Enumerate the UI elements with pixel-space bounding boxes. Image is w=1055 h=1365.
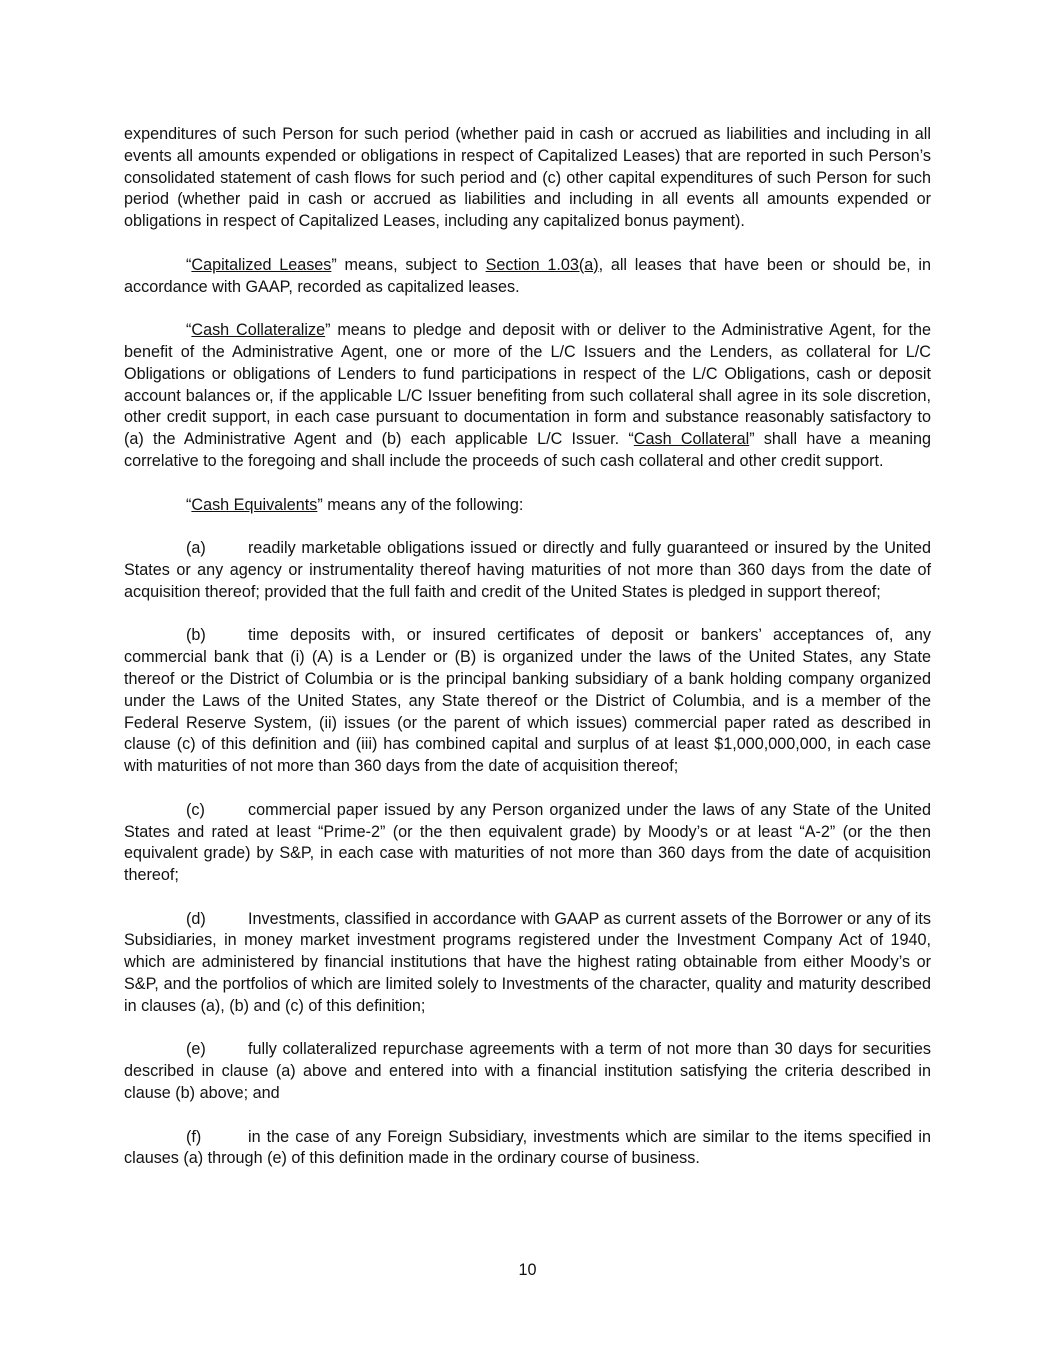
quote-open: “ [186,321,192,340]
list-item [124,538,931,603]
quote-open: “ [186,255,192,274]
list-item [124,1127,931,1171]
item-label: (c) [186,800,205,819]
paragraph-text: expenditures of such Person for such period (whether paid in cash or accrued as liabilities and including in all events all amounts expended or obligations in respect of Capitalized Leases) that are reported in such Person’s consolidated statement of cash flows for such period and (c) other capital expenditures of such Person for such period (whether paid in cash or accrued as liabilities and including in all events all amounts expended or obligations in respect of Capitalized Leases, including any capitalized bonus payment). [124,125,931,231]
item-text: commercial paper issued by any Person organized under the laws of any State of the United States and rated at least “Prime-2” (or the then equivalent grade) by Moody’s or at least “A-2” (or the then equivalent grade) by S&P, in each case with maturities of not more than 360 days from the date of acquisition thereof; [124,800,931,885]
page-number: 10 [518,1261,537,1279]
item-text: Investments, classified in accordance with GAAP as current assets of the Borrower or any of its Subsidiaries, in money market investment programs registered under the Investment Company Act of 1940, which are administered by financial institutions that have the highest rating obtainable from either Moody’s or S&P, and the portfolios of which are limited solely to Investments of the character, quality and maturity described in clauses (a), (b) and (c) of this definition; [124,909,931,1015]
item-text: time deposits with, or insured certificates of deposit or bankers’ acceptances of, any commercial bank that (i) (A) is a Lender or (B) is organized under the laws of the United States, any State thereof or the District of Columbia or is the principal banking subsidiary of a bank holding company organized under the Laws of the United States, any State thereof or the District of Columbia, and is a member of the Federal Reserve System, (ii) issues (or the parent of which issues) commercial paper rated as described in clause (c) of this definition and (iii) has combined capital and surplus of at least $1,000,000,000, in each case with maturities of not more than 360 days from the date of acquisition thereof; [124,626,931,776]
definition-cash-equivalents [124,495,931,517]
section-reference: Section 1.03(a) [485,255,599,274]
defined-term: Cash Collateralize [191,321,326,340]
list-item [124,1039,931,1104]
item-label: (f) [186,1127,202,1146]
item-label: (d) [186,909,206,928]
definition-capitalized-leases [124,255,931,299]
item-label: (e) [186,1040,206,1059]
definition-text: , all leases that have been or should be, in accordance with GAAP, recorded as capitalized leases. [124,255,931,296]
item-text: in the case of any Foreign Subsidiary, investments which are similar to the items specified in clauses (a) through (e) of this definition made in the ordinary course of business. [124,1127,931,1168]
paragraph-capital-expenditures-continued [124,124,931,233]
defined-term-secondary: Cash Collateral [633,430,750,449]
definition-text: ” means, subject to [331,255,486,274]
list-item [124,800,931,887]
document-page [124,124,931,1192]
definition-cash-collateralize [124,320,931,473]
item-text: fully collateralized repurchase agreements with a term of not more than 30 days for securities described in clause (a) above and entered into with a financial institution satisfying the criteria described in clause (b) above; and [124,1040,931,1103]
list-item [124,625,931,778]
item-label: (b) [186,626,206,645]
item-text: readily marketable obligations issued or directly and fully guaranteed or insured by the United States or any agency or instrumentality thereof having maturities of not more than 360 days from the date of acquisition thereof; provided that the full faith and credit of the United States is pledged in support thereof; [124,539,931,601]
quote-open: “ [186,495,192,514]
definition-text: ” means any of the following: [317,495,524,514]
list-item [124,909,931,1018]
defined-term: Cash Equivalents [191,495,318,514]
defined-term: Capitalized Leases [191,255,332,274]
item-label: (a) [186,539,206,558]
definition-text: ” shall have a meaning correlative to the foregoing and shall include the proceeds of such cash collateral and other credit support. [124,430,931,470]
definition-text: ” means to pledge and deposit with or deliver to the Administrative Agent, for the benefit of the Administrative Agent, one or more of the L/C Issuers and the Lenders, as collateral for L/C Obligations or obligations of Lenders to fund participations in respect of the L/C Obligations, cash or deposit account balances or, if the applicable L/C Issuer benefiting from such collateral shall agree in its sole discretion, other credit support, in each case pursuant to documentation in form and substance reasonably satisfactory to (a) the Administrative Agent and (b) each applicable L/C Issuer. “ [124,321,932,449]
